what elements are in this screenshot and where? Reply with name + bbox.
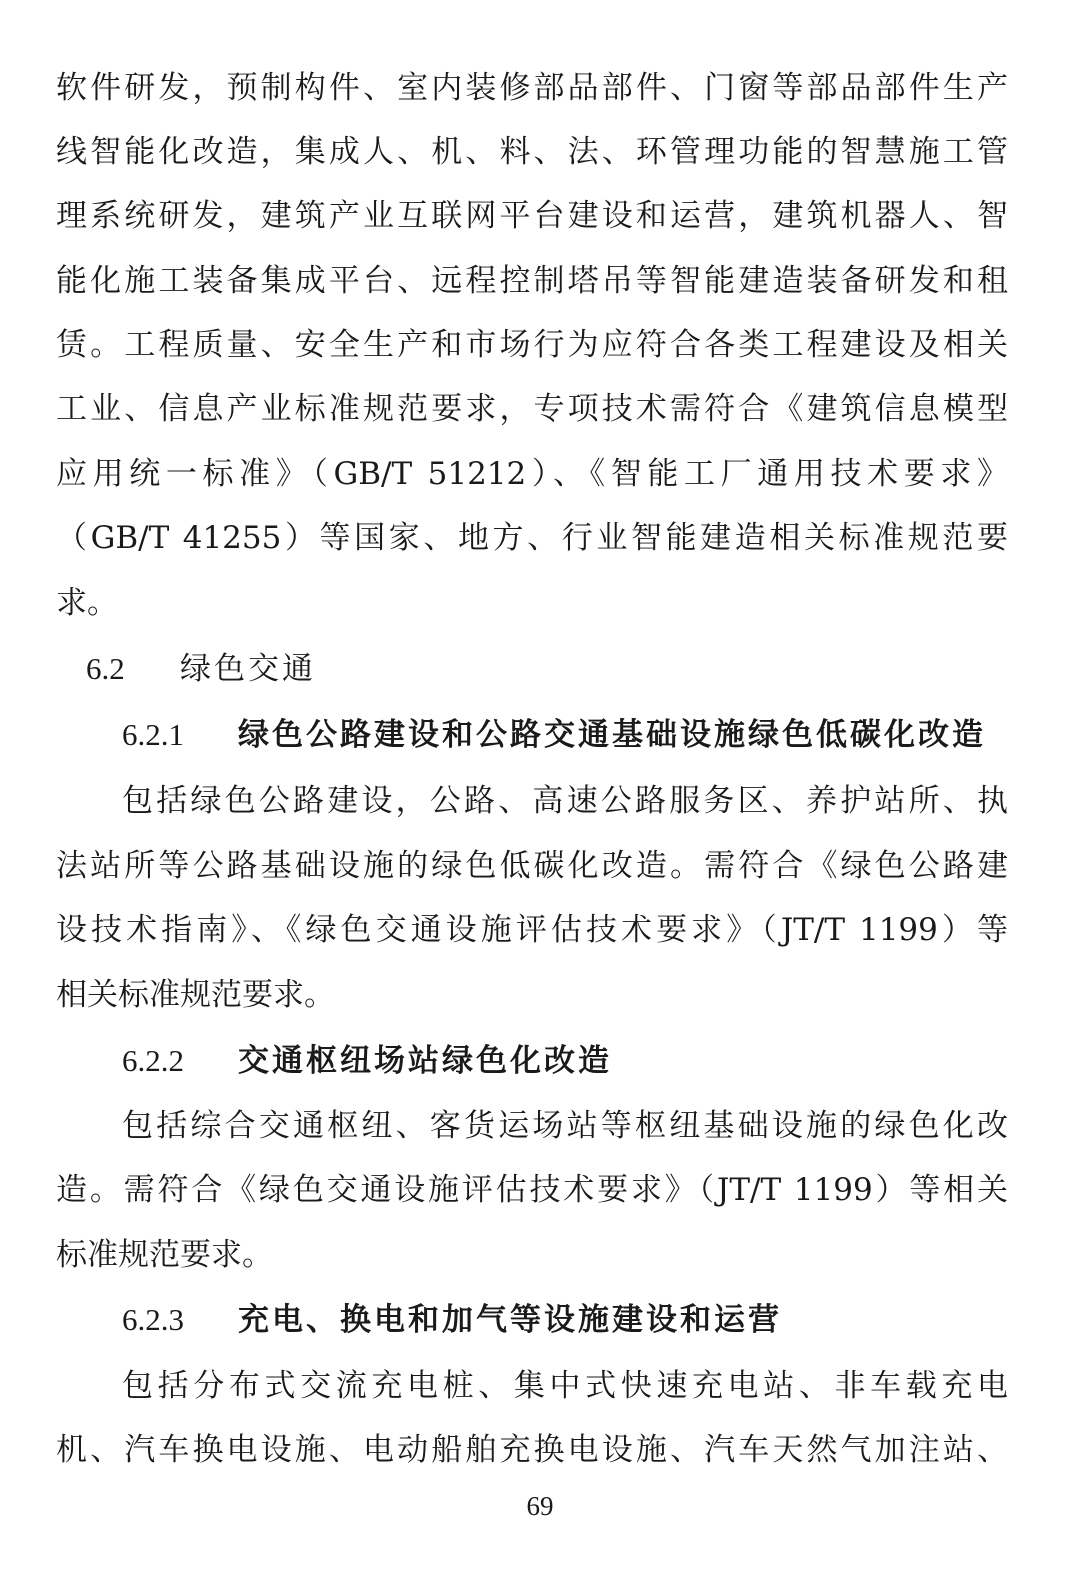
section-title: 充电、换电和加气等设施建设和运营 bbox=[238, 1302, 782, 1338]
section-number: 6.2.2 bbox=[122, 1043, 184, 1078]
section-title: 绿色交通 bbox=[180, 651, 316, 687]
section-title: 交通枢纽场站绿色化改造 bbox=[238, 1043, 612, 1079]
section-title: 绿色公路建设和公路交通基础设施绿色低碳化改造 bbox=[238, 717, 986, 753]
section-number: 6.2 bbox=[86, 651, 125, 686]
paragraph-line: 包括绿色公路建设，公路、高速公路服务区、养护站所、执 bbox=[122, 783, 1008, 819]
page-number: 69 bbox=[526, 1491, 554, 1521]
paragraph-line: 包括分布式交流充电桩、集中式快速充电站、非车载充电 bbox=[122, 1368, 1008, 1404]
paragraph-line: 理系统研发，建筑产业互联网平台建设和运营，建筑机器人、智 bbox=[56, 198, 1008, 234]
paragraph-line: 机、汽车换电设施、电动船舶充换电设施、汽车天然气加注站、 bbox=[56, 1432, 1008, 1468]
section-heading-6-2 bbox=[86, 649, 316, 689]
paragraph-line: 标准规范要求。 bbox=[56, 1237, 273, 1273]
paragraph-line: （GB/T 41255）等国家、地方、行业智能建造相关标准规范要 bbox=[56, 520, 1008, 556]
section-heading-6-2-2 bbox=[122, 1041, 612, 1081]
paragraph-line: 赁。工程质量、安全生产和市场行为应符合各类工程建设及相关 bbox=[56, 327, 1008, 363]
paragraph-line: 求。 bbox=[56, 585, 118, 621]
paragraph-line: 法站所等公路基础设施的绿色低碳化改造。需符合《绿色公路建 bbox=[56, 848, 1008, 884]
section-number: 6.2.1 bbox=[122, 717, 184, 752]
section-number: 6.2.3 bbox=[122, 1302, 184, 1337]
paragraph-line: 软件研发，预制构件、室内装修部品部件、门窗等部品部件生产 bbox=[56, 70, 1008, 106]
paragraph-line: 设技术指南》、《绿色交通设施评估技术要求》（JT/T 1199）等 bbox=[56, 912, 1008, 948]
paragraph-line: 工业、信息产业标准规范要求，专项技术需符合《建筑信息模型 bbox=[56, 391, 1008, 427]
paragraph-line: 线智能化改造，集成人、机、料、法、环管理功能的智慧施工管 bbox=[56, 134, 1008, 170]
section-heading-6-2-3 bbox=[122, 1300, 782, 1340]
paragraph-line: 能化施工装备集成平台、远程控制塔吊等智能建造装备研发和租 bbox=[56, 263, 1008, 299]
paragraph-line: 造。需符合《绿色交通设施评估技术要求》（JT/T 1199）等相关 bbox=[56, 1172, 1008, 1208]
paragraph-line: 相关标准规范要求。 bbox=[56, 977, 335, 1013]
section-heading-6-2-1 bbox=[122, 715, 986, 755]
paragraph-line: 包括综合交通枢纽、客货运场站等枢纽基础设施的绿色化改 bbox=[122, 1108, 1008, 1144]
paragraph-line: 应用统一标准》（GB/T 51212）、《智能工厂通用技术要求》 bbox=[56, 456, 1008, 492]
